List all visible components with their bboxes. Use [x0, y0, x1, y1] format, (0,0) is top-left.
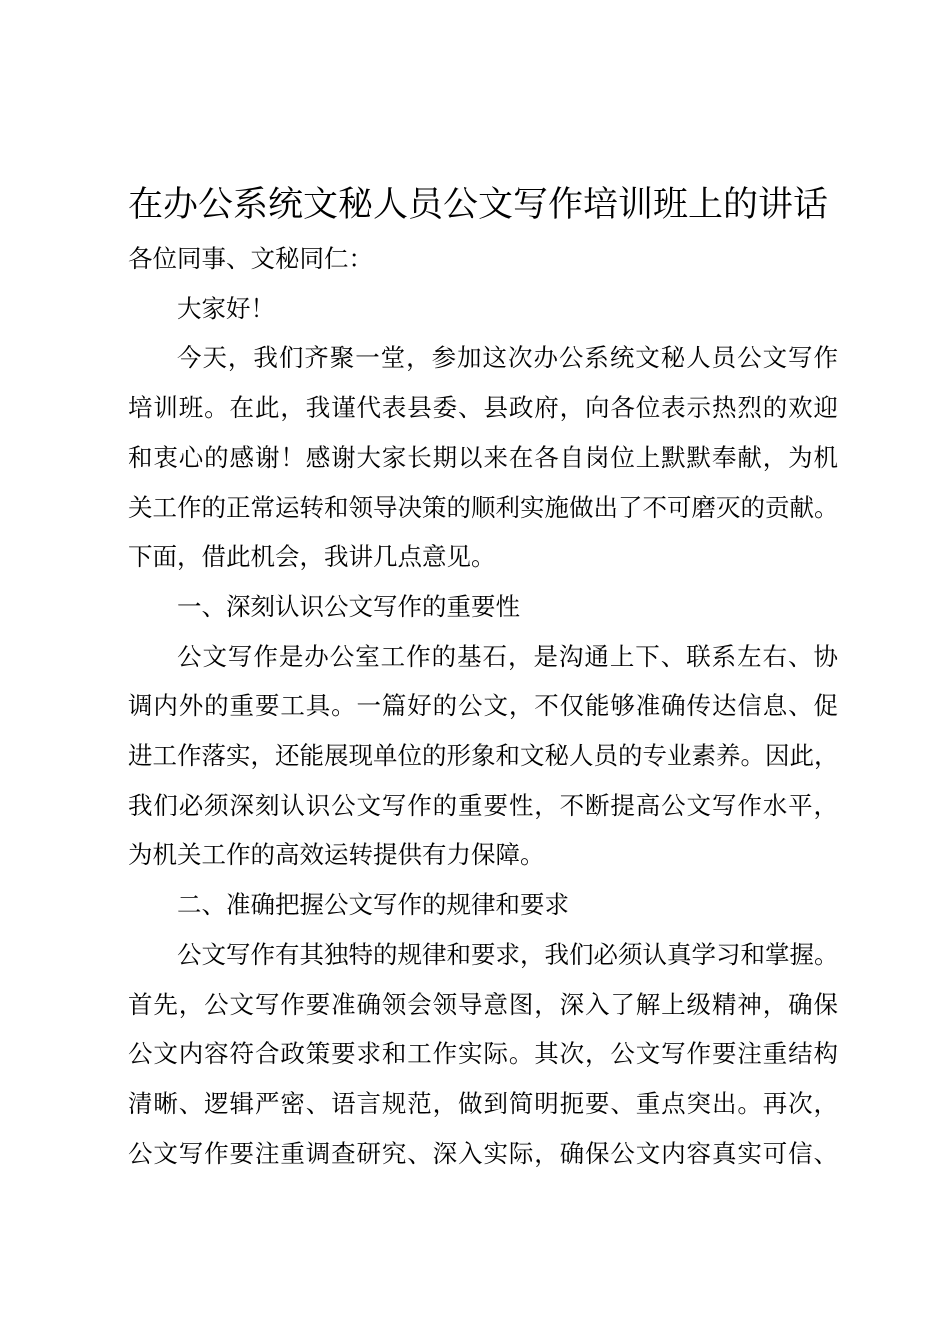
text-line: 一、深刻认识公文写作的重要性	[177, 591, 520, 621]
text-line: 今天，我们齐聚一堂，参加这次办公系统文秘人员公文写作	[177, 343, 838, 373]
text-line: 为机关工作的高效运转提供有力保障。	[128, 840, 545, 870]
text-line: 二、准确把握公文写作的规律和要求	[177, 890, 569, 920]
section-heading-1	[128, 582, 838, 632]
document-content	[128, 180, 838, 1178]
text-line: 公文内容符合政策要求和工作实际。其次，公文写作要注重结构	[128, 1039, 838, 1069]
paragraph-rules	[128, 930, 838, 1179]
document-title: 在办公系统文秘人员公文写作培训班上的讲话	[128, 185, 829, 225]
text-line: 下面，借此机会，我讲几点意见。	[128, 542, 496, 572]
text-line: 我们必须深刻认识公文写作的重要性，不断提高公文写作水平，	[128, 790, 838, 820]
paragraph-intro	[128, 333, 838, 582]
paragraph-importance	[128, 632, 838, 881]
text-line: 培训班。在此，我谨代表县委、县政府，向各位表示热烈的欢迎	[128, 393, 838, 423]
greeting: 大家好！	[177, 293, 275, 323]
text-line: 清晰、逻辑严密、语言规范，做到简明扼要、重点突出。再次，	[128, 1088, 838, 1118]
text-line: 公文写作是办公室工作的基石，是沟通上下、联系左右、协	[177, 641, 838, 671]
text-line: 和衷心的感谢！感谢大家长期以来在各自岗位上默默奉献，为机	[128, 442, 838, 472]
section-heading-2	[128, 880, 838, 930]
text-line: 公文写作要注重调查研究、深入实际，确保公文内容真实可信、	[128, 1138, 838, 1168]
text-line: 公文写作有其独特的规律和要求，我们必须认真学习和掌握。	[177, 939, 839, 969]
document-body	[128, 234, 838, 1178]
text-line: 进工作落实，还能展现单位的形象和文秘人员的专业素养。因此，	[128, 741, 839, 771]
text-line: 首先，公文写作要准确领会领导意图，深入了解上级精神，确保	[128, 989, 838, 1019]
text-line: 调内外的重要工具。一篇好的公文，不仅能够准确传达信息、促	[128, 691, 838, 721]
text-line: 关工作的正常运转和领导决策的顺利实施做出了不可磨灭的贡献。	[128, 492, 839, 522]
salutation: 各位同事、文秘同仁：	[128, 244, 373, 273]
